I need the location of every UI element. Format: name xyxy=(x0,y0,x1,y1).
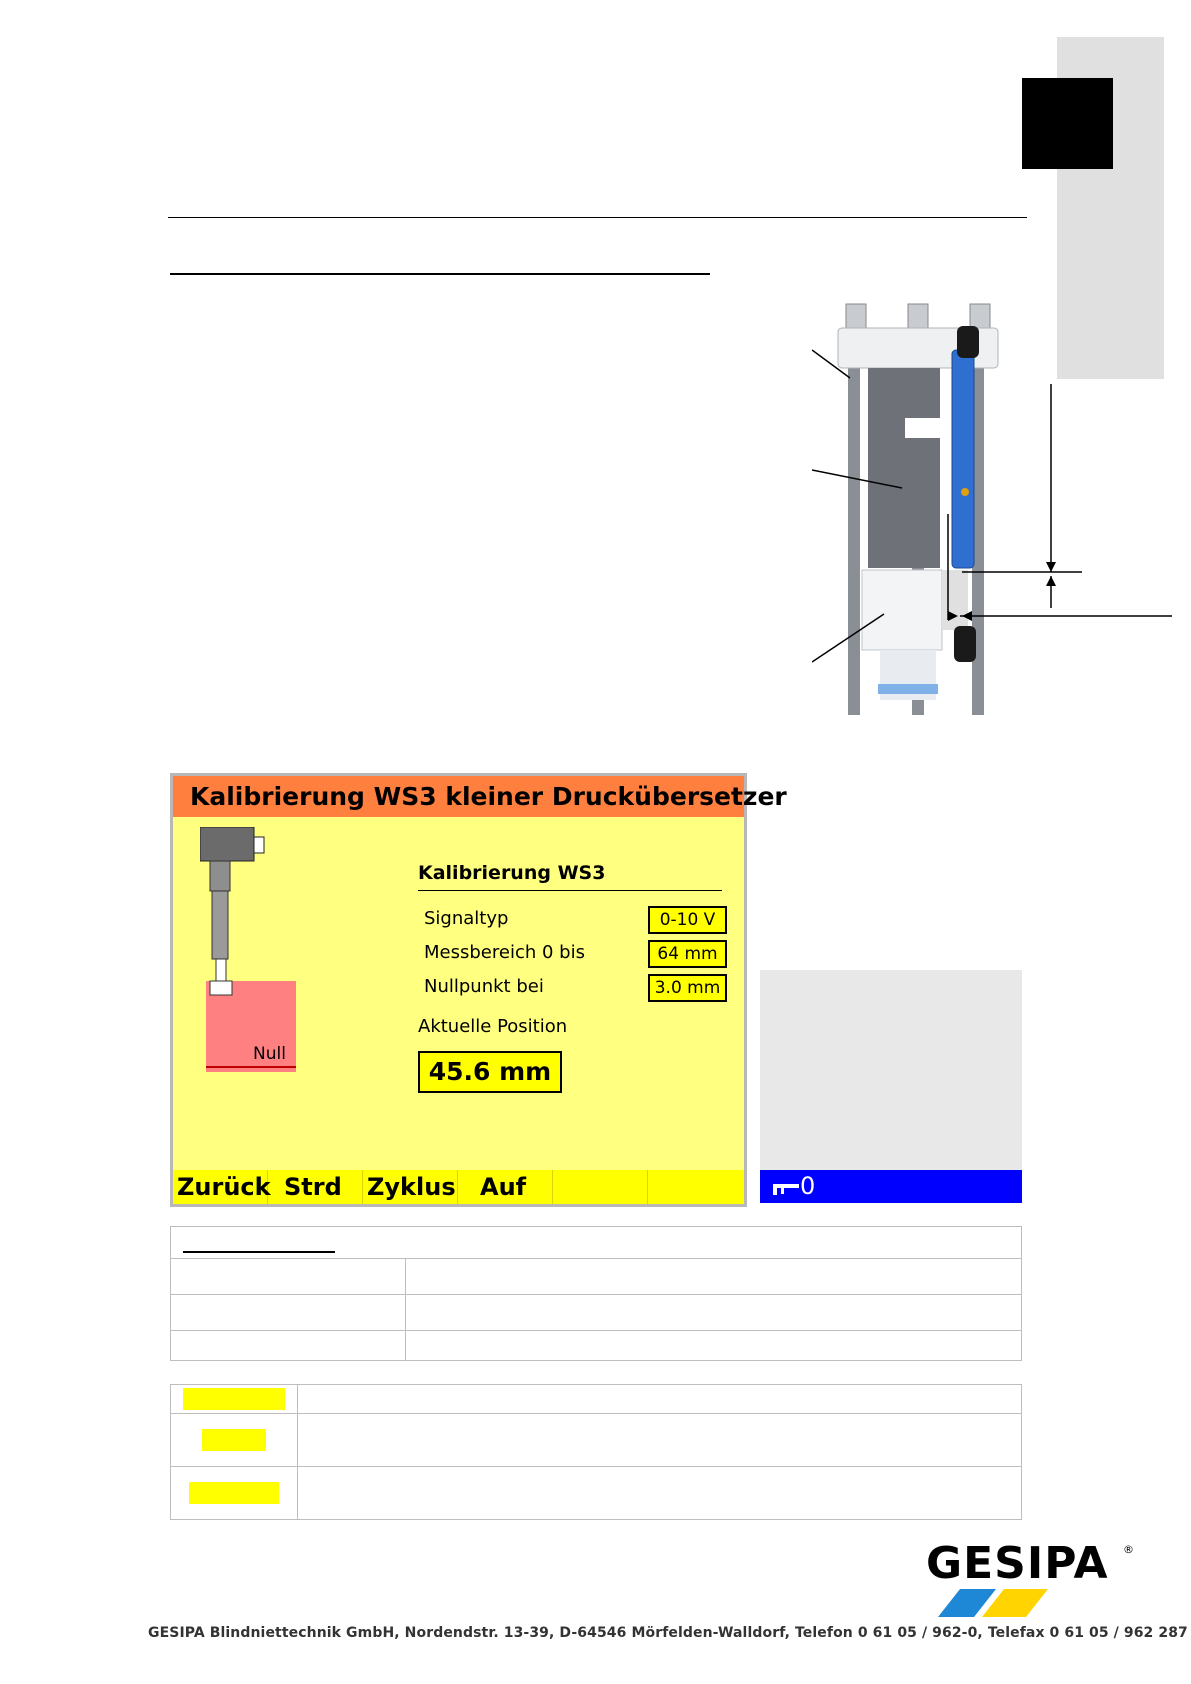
legend-row xyxy=(171,1414,1022,1467)
legend-row xyxy=(171,1467,1022,1520)
blue-ring xyxy=(878,684,938,694)
company-footer: GESIPA Blindniettechnik GmbH, Nordendstr. 13-39, D-64546 Mörfelden-Walldorf, Telefon 0 61 05 / 962-0, Telefax 0 61 05 / 962 287 xyxy=(148,1625,1188,1641)
sensor-body xyxy=(952,350,974,568)
cylinder-label-patch xyxy=(905,418,953,438)
nut-left xyxy=(846,304,866,328)
sensor-bracket xyxy=(942,570,968,630)
softkey-zurueck[interactable]: Zurück xyxy=(173,1170,268,1204)
legend-row xyxy=(171,1385,1022,1414)
sensor-head xyxy=(200,827,254,861)
signaltyp-value[interactable]: 0-10 V xyxy=(648,906,727,934)
dimension-arrow-up xyxy=(1046,576,1056,586)
main-cylinder xyxy=(868,368,940,568)
chapter-marker xyxy=(1022,78,1113,169)
softkey-bar xyxy=(173,1170,744,1204)
softkey-auf[interactable]: Auf xyxy=(458,1170,553,1204)
access-level-value: 0 xyxy=(800,1172,816,1200)
section-heading-underline xyxy=(170,273,710,275)
dimension-arrow-down xyxy=(1046,562,1056,572)
softkey-swatch-strd xyxy=(202,1429,266,1451)
lower-block xyxy=(862,570,942,650)
fitting-connector xyxy=(954,626,976,662)
hmi-section-title: Kalibrierung WS3 xyxy=(418,862,606,884)
sensor-connector-top xyxy=(957,326,979,358)
softkey-strd[interactable]: Strd xyxy=(268,1170,363,1204)
table-row xyxy=(171,1259,1022,1295)
sensor-plug xyxy=(254,837,264,853)
info-panel xyxy=(760,970,1022,1170)
softkey-swatch-zurueck xyxy=(183,1388,285,1410)
sensor-rod xyxy=(216,959,226,981)
messbereich-label: Messbereich 0 bis xyxy=(424,942,585,963)
gesipa-logo xyxy=(918,1539,1132,1617)
nut-center xyxy=(908,304,928,328)
nullpunkt-label: Nullpunkt bei xyxy=(424,976,544,997)
table-row xyxy=(171,1295,1022,1331)
sensor-tube-upper xyxy=(210,861,230,891)
header-rule xyxy=(168,217,1027,218)
hmi-display xyxy=(173,776,787,1204)
softkey-swatch-zyklus xyxy=(189,1482,279,1504)
softkey-6[interactable] xyxy=(648,1170,744,1204)
softkey-legend-table xyxy=(170,1384,1022,1520)
table-row xyxy=(171,1331,1022,1361)
position-value: 45.6 mm xyxy=(418,1051,562,1093)
position-label: Aktuelle Position xyxy=(418,1016,568,1037)
access-level-bar xyxy=(760,1170,1022,1203)
logo-wordmark: GESIPA xyxy=(926,1538,1109,1589)
nut-right xyxy=(970,304,990,328)
sensor-tube-lower xyxy=(212,891,228,959)
signaltyp-label: Signaltyp xyxy=(424,908,509,929)
parameter-table-header xyxy=(171,1227,1022,1259)
hmi-section-rule xyxy=(418,890,722,891)
hmi-title: Kalibrierung WS3 kleiner Druckübersetzer xyxy=(173,776,744,817)
softkey-zyklus[interactable]: Zyklus xyxy=(363,1170,458,1204)
key-icon xyxy=(773,1181,799,1195)
cylinder-sensor-illustration xyxy=(812,290,1172,715)
null-label: Null xyxy=(253,1044,286,1064)
sensor-led xyxy=(961,488,969,496)
nullpunkt-value[interactable]: 3.0 mm xyxy=(648,974,727,1002)
hmi-screen xyxy=(170,773,787,1207)
logo-stripes xyxy=(938,1589,1048,1617)
left-rod xyxy=(848,320,860,715)
messbereich-value[interactable]: 64 mm xyxy=(648,940,727,968)
logo-registered-mark: ® xyxy=(1123,1543,1134,1556)
sensor-graphic xyxy=(200,827,310,1072)
softkey-5[interactable] xyxy=(553,1170,648,1204)
table-heading-underline xyxy=(183,1233,335,1253)
parameter-table xyxy=(170,1226,1022,1361)
sensor-tip xyxy=(210,981,232,995)
